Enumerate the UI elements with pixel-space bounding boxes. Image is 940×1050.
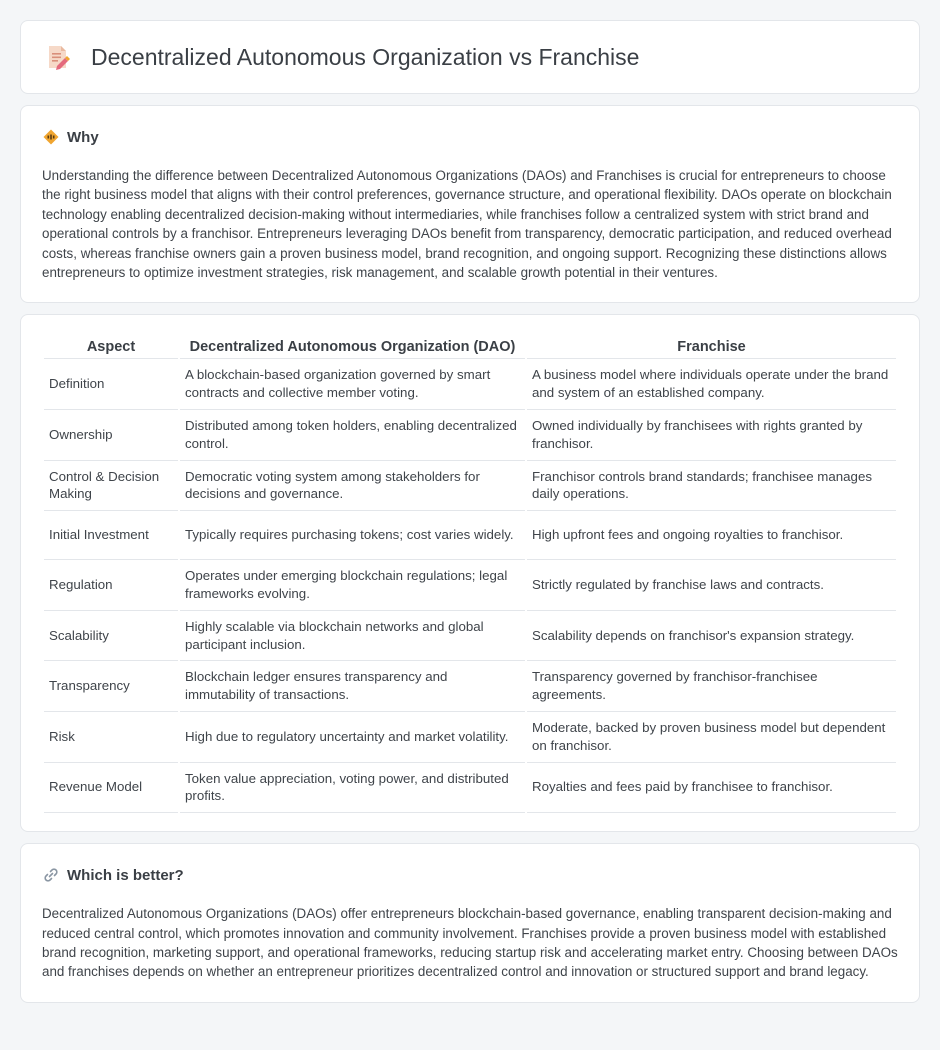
dao-cell: Typically requires purchasing tokens; cost varies widely. — [180, 511, 525, 560]
why-text: Understanding the difference between Decentralized Autonomous Organizations (DAOs) and Franchises is crucial for entrepreneurs to choose the right business model that aligns with their control preferences, governance structure, and operational flexibility. DAOs operate on blockchain technology enabling decentralized decision-making without intermediaries, while franchises follow a centralized system with strict brand and operational controls by a franchisor. Entrepreneurs leveraging DAOs benefit from transparency, democratic participation, and reduced overhead costs, whereas franchise owners gain a proven business model, brand recognition, and ongoing support. Recognizing these distinctions allows entrepreneurs to optimize investment strategies, risk management, and scalable growth potential in their ventures. — [42, 168, 892, 281]
why-section — [20, 105, 920, 303]
franchise-cell: Moderate, backed by proven business model but dependent on franchisor. — [527, 712, 896, 763]
which-header — [42, 866, 898, 884]
header-card — [20, 20, 920, 94]
franchise-cell: Strictly regulated by franchise laws and contracts. — [527, 560, 896, 611]
franchise-cell: Franchisor controls brand standards; franchisee manages daily operations. — [527, 461, 896, 512]
aspect-cell: Definition — [44, 359, 178, 410]
header-aspect: Aspect — [44, 334, 178, 359]
table-header-row — [44, 334, 896, 359]
which-title: Which is better? — [67, 866, 184, 884]
dao-cell: Token value appreciation, voting power, and distributed profits. — [180, 763, 525, 814]
link-icon — [42, 866, 60, 884]
franchise-cell: High upfront fees and ongoing royalties to franchisor. — [527, 511, 896, 560]
table-row — [44, 461, 896, 512]
aspect-cell: Scalability — [44, 611, 178, 662]
header-franchise: Franchise — [527, 334, 896, 359]
which-text: Decentralized Autonomous Organizations (DAOs) offer entrepreneurs blockchain-based governance, enabling transparent decision-making and reduced central control, which promotes innovation and community involvement. Franchises provide a proven business model with established brand recognition, marketing support, and operational frameworks, reducing startup risk and accelerating market entry. Choosing between DAOs and franchises depends on whether an entrepreneur prioritizes decentralized control and innovation or structured support and brand legacy. — [42, 906, 898, 980]
header-dao: Decentralized Autonomous Organization (DAO) — [180, 334, 525, 359]
aspect-cell: Ownership — [44, 410, 178, 461]
why-title: Why — [67, 128, 99, 146]
aspect-cell: Revenue Model — [44, 763, 178, 814]
table-row — [44, 712, 896, 763]
dao-cell: Operates under emerging blockchain regulations; legal frameworks evolving. — [180, 560, 525, 611]
franchise-cell: A business model where individuals operate under the brand and system of an established company. — [527, 359, 896, 410]
table-row — [44, 410, 896, 461]
table-row — [44, 560, 896, 611]
franchise-cell: Scalability depends on franchisor's expansion strategy. — [527, 611, 896, 662]
franchise-cell: Royalties and fees paid by franchisee to franchisor. — [527, 763, 896, 814]
page-title: Decentralized Autonomous Organization vs Franchise — [91, 43, 640, 70]
which-section — [20, 843, 920, 1003]
table-row — [44, 611, 896, 662]
comparison-card — [20, 314, 920, 832]
franchise-cell: Transparency governed by franchisor-franchisee agreements. — [527, 661, 896, 712]
dao-cell: High due to regulatory uncertainty and market volatility. — [180, 712, 525, 763]
aspect-cell: Regulation — [44, 560, 178, 611]
table-row — [44, 359, 896, 410]
dao-cell: Democratic voting system among stakeholders for decisions and governance. — [180, 461, 525, 512]
table-row — [44, 661, 896, 712]
dao-cell: Distributed among token holders, enabling decentralized control. — [180, 410, 525, 461]
table-row — [44, 763, 896, 814]
dao-cell: A blockchain-based organization governed by smart contracts and collective member voting. — [180, 359, 525, 410]
dao-cell: Highly scalable via blockchain networks and global participant inclusion. — [180, 611, 525, 662]
aspect-cell: Risk — [44, 712, 178, 763]
diamond-warning-icon — [42, 128, 60, 146]
dao-cell: Blockchain ledger ensures transparency and immutability of transactions. — [180, 661, 525, 712]
comparison-table — [42, 334, 898, 813]
why-header — [42, 128, 898, 146]
aspect-cell: Transparency — [44, 661, 178, 712]
aspect-cell: Control & Decision Making — [44, 461, 178, 512]
table-row — [44, 511, 896, 560]
document-pencil-icon — [45, 44, 71, 70]
aspect-cell: Initial Investment — [44, 511, 178, 560]
franchise-cell: Owned individually by franchisees with rights granted by franchisor. — [527, 410, 896, 461]
